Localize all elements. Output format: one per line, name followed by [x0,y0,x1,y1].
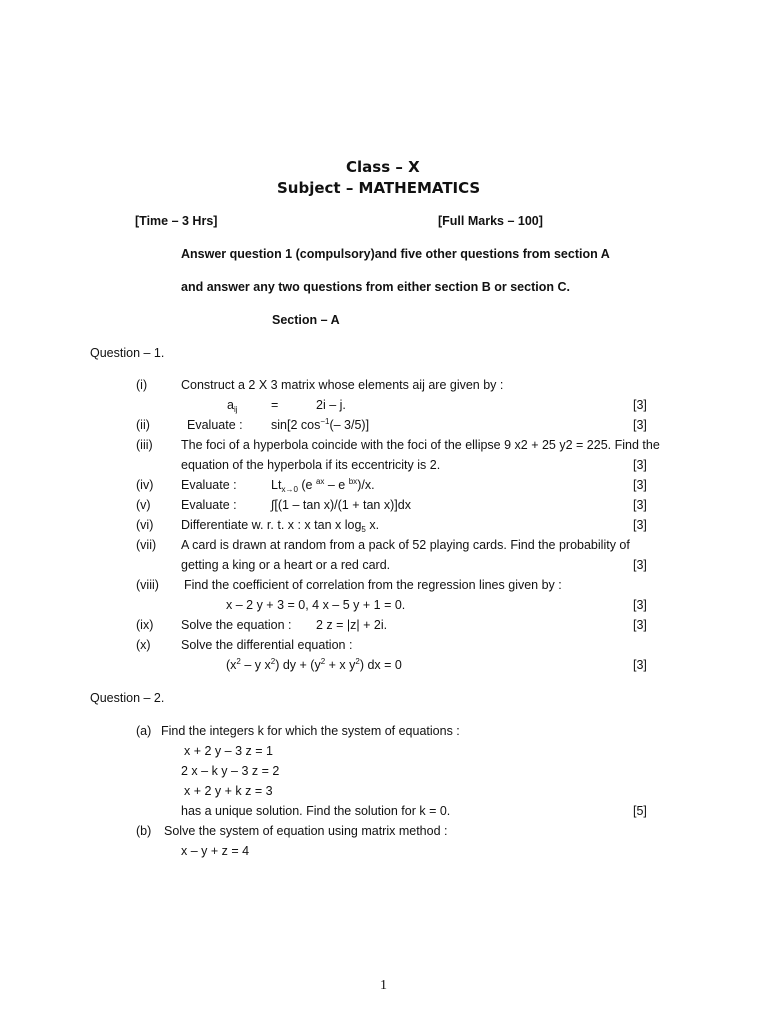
q1-ii-expression: sin[2 $\cos^{-1}(-$ 3/5)] [271,417,370,432]
q1-ix-expression: 2 z = |z| + 2i. [316,618,388,632]
q1-x-label: Solve the differential equation : [181,638,353,652]
q1-ii-label: Evaluate : [187,418,243,432]
q1-vii-line-1: A card is drawn at random from a pack of 52 playing cards. Find the probability of [181,538,630,552]
instruction-line-2: and answer any two questions from either section B or section C. [181,280,570,294]
q1-vii-line-2: getting a king or a heart or a red card. [181,558,391,572]
page-number: 1 [380,978,387,993]
class-heading: Class – X [346,158,420,176]
q1-ix-label: Solve the equation : [181,618,292,632]
q1-ii-number: (ii) [136,418,150,432]
q1-v-label: Evaluate : [181,498,237,512]
q1-i-aij: $a_{ij}$ [227,398,238,414]
time-label: [Time – 3 Hrs] [135,214,218,228]
q1-iv-marks: [3] [633,478,647,492]
section-heading: Section – A [272,313,340,327]
q1-vi-number: (vi) [136,518,154,532]
question-1-title: Question – 1. [90,346,165,360]
q2-a-number: (a) [136,724,152,738]
q1-vi-marks: [3] [633,518,647,532]
q1-i-rhs: 2i – j. [316,398,346,412]
q1-i-text: Construct a 2 X 3 matrix whose elements aij are given by : [181,378,504,392]
q1-vii-marks: [3] [633,558,647,572]
q1-x-number: (x) [136,638,151,652]
q2-b-equation-1: x – y + z = 4 [181,844,250,858]
q2-b-number: (b) [136,824,152,838]
q1-iv-expression: $Lt_{x\to 0}$ (e $^{ax}$ – e $^{bx}$)/x. [271,477,375,494]
q2-a-marks: [5] [633,804,647,818]
q1-viii-line-1: Find the coefficient of correlation from the regression lines given by : [184,578,562,592]
q1-viii-marks: [3] [633,598,647,612]
q1-iii-line-2: equation of the hyperbola if its eccentricity is 2. [181,458,441,472]
q1-i-marks: [3] [633,398,647,412]
q1-x-marks: [3] [633,658,647,672]
instruction-line-1: Answer question 1 (compulsory)and five other questions from section A [181,247,610,261]
q1-i-equals: = [271,398,279,412]
q2-a-tail: has a unique solution. Find the solution for k = 0. [181,804,451,818]
q2-a-equation-1: x + 2 y – 3 z = 1 [184,744,273,758]
q1-iii-marks: [3] [633,458,647,472]
q1-vi-text: Differentiate w. r. t. x : x tan x $\log_5 x$. [181,518,380,534]
q1-vii-number: (vii) [136,538,157,552]
q1-viii-line-2: x – 2 y + 3 = 0, 4 x – 5 y + 1 = 0. [226,598,406,612]
q1-iii-line-1: The foci of a hyperbola coincide with the foci of the ellipse 9 x2 + 25 y2 = 225. Find the [181,438,660,452]
q1-ix-marks: [3] [633,618,647,632]
subject-heading: Subject – MATHEMATICS [277,179,481,197]
q1-iii-number: (iii) [136,438,153,452]
q1-x-equation: ($x^2$ – y $x^2$) dy + ($y^2 + x$ $y^2$) dx = 0 [226,657,402,672]
q1-v-number: (v) [136,498,151,512]
q1-iv-label: Evaluate : [181,478,237,492]
q1-iv-number: (iv) [136,478,154,492]
q2-b-text: Solve the system of equation using matrix method : [164,824,448,838]
full-marks-label: [Full Marks – 100] [438,214,543,228]
q1-v-expression: ∫[(1 – tan x)/(1 + tan x)]dx [271,498,411,512]
q2-a-equation-3: x + 2 y + k z = 3 [184,784,273,798]
q1-ix-number: (ix) [136,618,154,632]
q2-a-text: Find the integers k for which the system of equations : [161,724,460,738]
q1-ii-marks: [3] [633,418,647,432]
q1-v-marks: [3] [633,498,647,512]
q2-a-equation-2: 2 x – k y – 3 z = 2 [181,764,280,778]
q1-i-number: (i) [136,378,148,392]
q1-viii-number: (viii) [136,578,159,592]
question-2-title: Question – 2. [90,691,165,705]
